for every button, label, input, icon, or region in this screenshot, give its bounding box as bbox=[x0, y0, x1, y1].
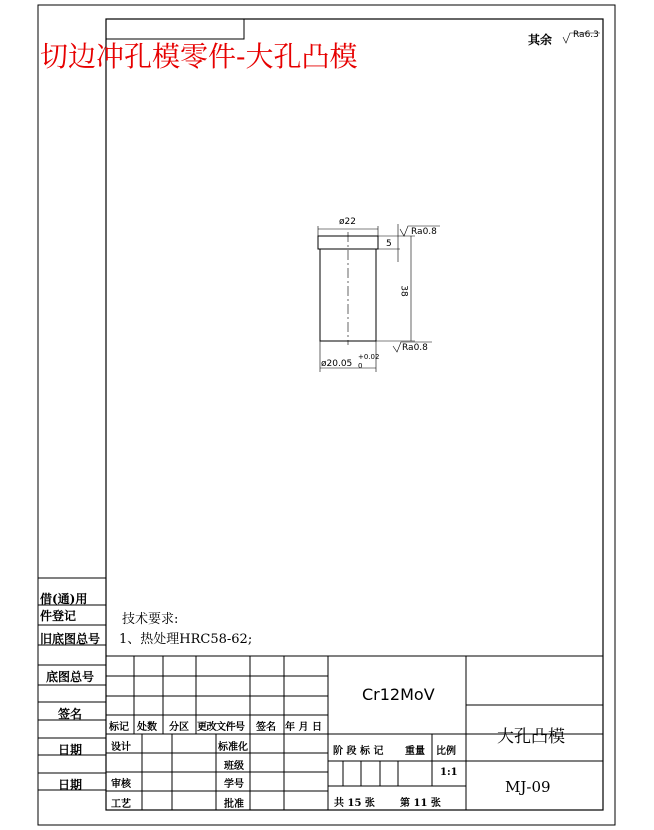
tech-req-item-1: 1、热处理HRC58-62; bbox=[119, 632, 253, 647]
roughness-note-label: 其余 bbox=[528, 33, 553, 47]
part-name: 大孔凸模 bbox=[497, 727, 565, 747]
dim-tolerance-lower: 0 bbox=[358, 362, 363, 370]
total-sheets: 共 15 张 bbox=[334, 798, 375, 809]
label-process: 工艺 bbox=[111, 799, 131, 810]
drawing-title: 切边冲孔模零件-大孔凸模 bbox=[40, 40, 358, 73]
label-stage-mark: 阶 段 标 记 bbox=[333, 746, 384, 757]
rev-header-date: 年 月 日 bbox=[285, 722, 322, 733]
label-weight: 重量 bbox=[405, 746, 425, 757]
rev-header-signature: 签名 bbox=[256, 722, 276, 733]
rev-header-mark: 标记 bbox=[109, 722, 129, 733]
rev-header-zone: 分区 bbox=[169, 722, 189, 733]
dim-head-height: 5 bbox=[386, 239, 392, 249]
label-design: 设计 bbox=[111, 742, 131, 753]
dim-top-diameter: ø22 bbox=[339, 217, 356, 227]
part-view bbox=[318, 33, 600, 372]
dim-tolerance-upper: +0.02 bbox=[358, 353, 380, 361]
scale-value: 1:1 bbox=[440, 767, 458, 778]
label-approve: 批准 bbox=[224, 799, 244, 810]
left-strip-old-drawing-no: 旧底图总号 bbox=[40, 632, 101, 646]
left-strip-borrow-2: 件登记 bbox=[40, 609, 77, 623]
rev-header-count: 处数 bbox=[137, 722, 157, 733]
material: Cr12MoV bbox=[362, 685, 435, 704]
roughness-note-value: Ra6.3 bbox=[573, 30, 599, 40]
label-class: 班级 bbox=[224, 761, 244, 772]
left-strip-date-2: 日期 bbox=[58, 778, 83, 792]
left-strip-date-1: 日期 bbox=[58, 743, 83, 757]
sheet-border bbox=[38, 5, 615, 825]
left-strip-borrow-1: 借(通)用 bbox=[40, 592, 88, 606]
label-scale: 比例 bbox=[436, 746, 456, 757]
label-checker: 审核 bbox=[111, 779, 131, 790]
label-standardization: 标准化 bbox=[218, 742, 248, 753]
tech-req-heading: 技术要求: bbox=[122, 612, 179, 627]
roughness-top-label: Ra0.8 bbox=[411, 227, 437, 237]
left-strip-signature: 签名 bbox=[58, 707, 83, 721]
dim-total-length: 38 bbox=[398, 285, 409, 297]
rev-header-doc-no: 更改文件号 bbox=[197, 722, 245, 733]
dim-shank-diameter: ø20.05 bbox=[321, 359, 353, 369]
drawing-frame bbox=[106, 19, 603, 810]
drawing-number: MJ-09 bbox=[505, 778, 551, 796]
label-student-no: 学号 bbox=[224, 779, 244, 790]
roughness-bottom-label: Ra0.8 bbox=[402, 343, 428, 353]
left-strip-base-drawing-no: 底图总号 bbox=[46, 670, 95, 684]
sheet-number: 第 11 张 bbox=[400, 798, 441, 809]
